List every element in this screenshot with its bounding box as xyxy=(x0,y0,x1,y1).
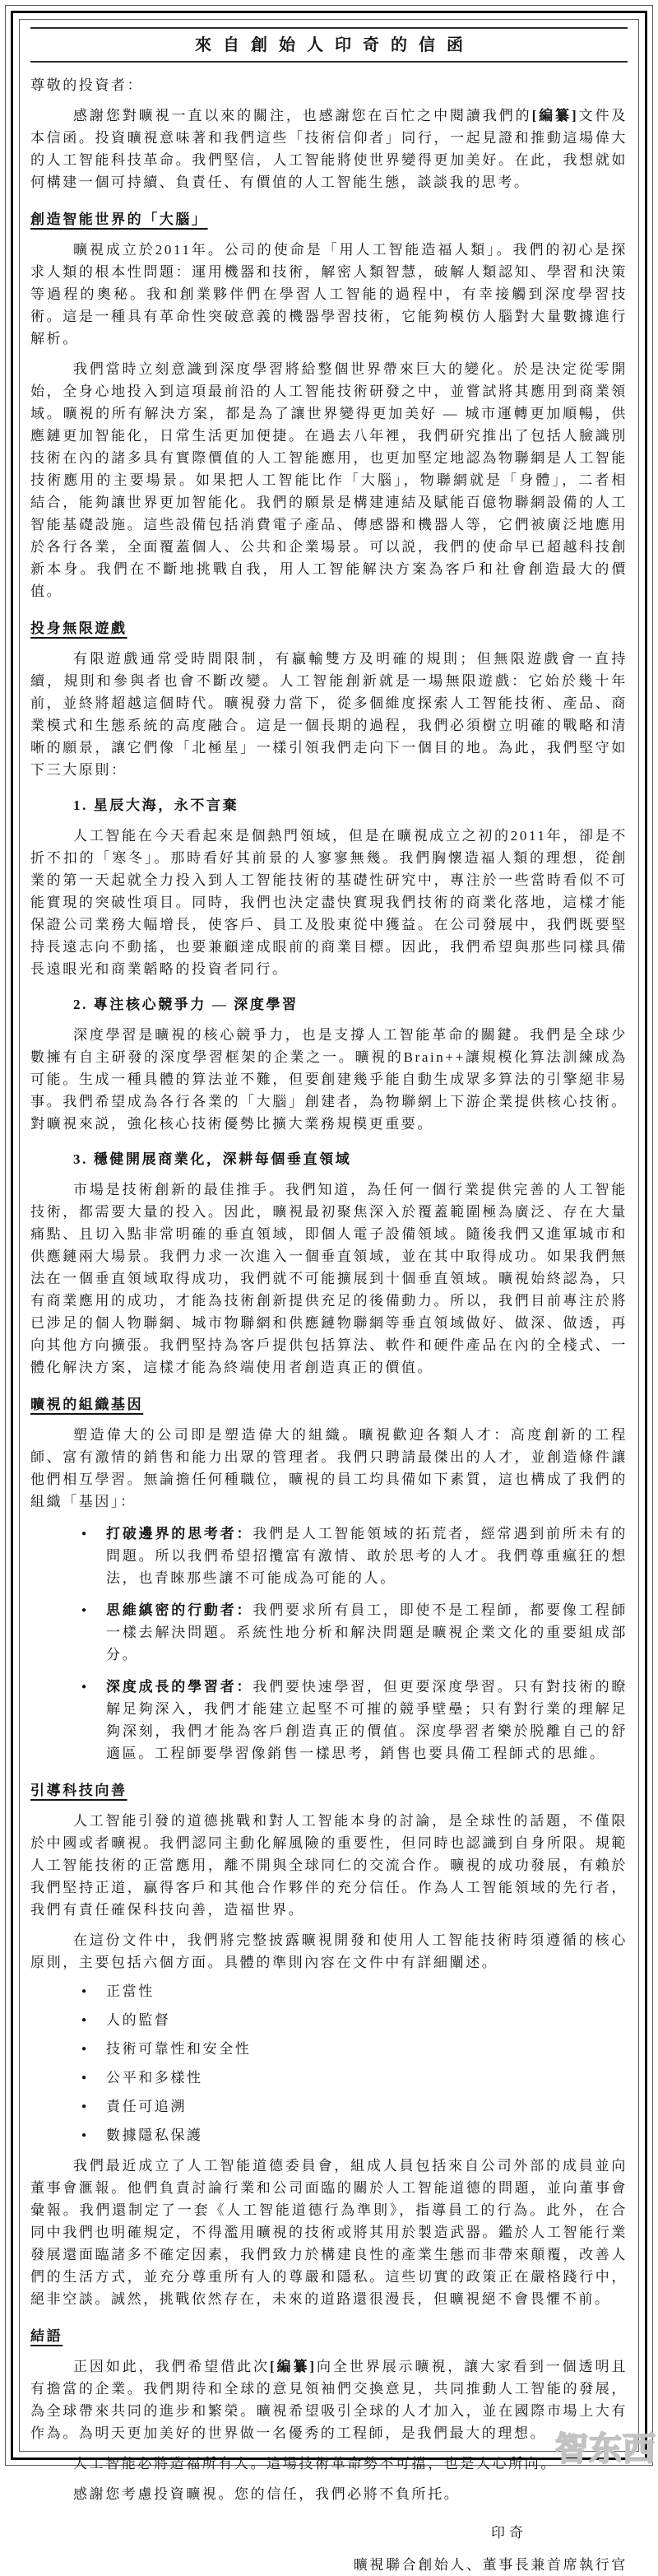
paragraph: 人工智能引發的道德挑戰和對人工智能本身的討論，是全球性的話題，不僅限於中國或者曠視。我們認同主動化解風險的重要性，但同時也認識到自身所限。規範人工智能技術的正當應用，離不開與全球同仁的交流合作。曠視的成功發展，有賴於我們堅持正道，贏得客戶和其他合作夥伴的充分信任。作為人工智能領域的先行者，我們有責任確保科技向善，造福世界。 xyxy=(30,1813,628,1918)
paragraph: 市場是技術創新的最佳推手。我們知道，為任何一個行業提供完善的人工智能技術，都需要大量的投入。因此，曠視最初聚焦深入於覆蓋範圍極為廣泛、存在大量痛點、且切入點非常明確的垂直領域，即個人電子設備領域。隨後我們又進軍城市和供應鏈兩大場景。我們力求一次進入一個垂直領域，並在其中取得成功。如果我們無法在一個垂直領域取得成功，我們就不可能擴展到十個垂直領域。曠視始終認為，只有商業應用的成功，才能為技術創新提供充足的後備動力。所以，我們目前專注於將已涉足的個人物聯網、城市物聯網和供應鏈物聯網等垂直領域做好、做深、做透，再向其他方向擴張。我們堅持為客戶提供包括算法、軟件和硬件產品在內的全棧式、一體化解決方案，這樣才能為終端使用者創造真正的價值。 xyxy=(30,1182,628,1375)
signature-name: 印奇 xyxy=(491,2525,527,2541)
page-title: 來自創始人印奇的信函 xyxy=(195,36,475,54)
conclusion-text-post: 向全世界展示曠視，讓大家看到一個透明且有擔當的企業。我們期待和全球的意見領袖們交換意見，共同推動人工智能的發展，為全球帶來共同的進步和繁榮。曠視希望吸引全球的人才加入，並在國際市場上大有作為。為明天更加美好的世界做一名優秀的工程師，是我們最大的理想。 xyxy=(30,2359,628,2441)
section-heading-dna xyxy=(30,1393,628,1416)
principle-heading-2: 2. 專注核心競爭力 — 深度學習 xyxy=(73,997,299,1012)
gene-bullet-thinker xyxy=(76,1523,628,1589)
paragraph: 有限遊戲通常受時間限制，有贏輸雙方及明確的規則；但無限遊戲會一直持續，規則和參與者也會不斷改變。人工智能創新就是一場無限遊戲：它始於幾十年前，並終將超越這個時代。曠視發力當下，從多個維度探索人工智能技術、產品、商業模式和生態系統的高度融合。這是一個長期的過程，我們必須樹立明確的戰略和清晰的願景，讓它們像「北極星」一樣引領我們走向下一個目的地。為此，我們堅守如下三大原則： xyxy=(30,651,628,778)
section-heading-brain-text: 創造智能世界的「大腦」 xyxy=(30,212,208,227)
gene-bullet-doer xyxy=(76,1599,628,1666)
letter-content xyxy=(30,21,628,2576)
signature-role: 曠視聯合創始人、董事長兼首席執行官 xyxy=(353,2557,628,2573)
paragraph: 曠視成立於2011年。公司的使命是「用人工智能造福人類」。我們的初心是探求人類的根本性問題：運用機器和技術，解密人類智慧，破解人類認知、學習和決策等過程的奧秘。我和創業夥伴們在學習人工智能的過程中，有幸接觸到深度學習技術。這是一種具有革命性突破意義的機器學習技術，它能夠模仿人腦對大量數據進行解析。 xyxy=(30,242,628,346)
gene-bullet-learner xyxy=(76,1676,628,1765)
section-heading-conclusion-text: 結語 xyxy=(30,2328,63,2344)
intro-paragraph xyxy=(30,105,628,193)
list-item: ● 責任可追溯 xyxy=(76,2095,628,2118)
section-heading-dna-text: 曠視的組織基因 xyxy=(30,1397,144,1412)
section-heading-ethics xyxy=(30,1779,628,1802)
section-heading-ethics-text: 引導科技向善 xyxy=(30,1783,127,1798)
list-item: ● 正當性 xyxy=(76,1980,628,2002)
intro-text-post: 文件及本信函。投資曠視意味著和我們這些「技術信仰者」同行，一起見證和推動這場偉大的人工智能科技革命。我們堅信，人工智能將使世界變得更加美好。在此，我想就如何構建一個可持續、負責任、有價值的人工智能生態，談談我的思考。 xyxy=(30,108,628,190)
section-heading-infinite-game-text: 投身無限遊戲 xyxy=(30,621,127,636)
paragraph: 人工智能必將造福所有人。這場技術革命勢不可擋，也是人心所向。 xyxy=(73,2456,557,2471)
gene-bullet-body: 我們是人工智能領域的拓荒者，經常遇到前所未有的問題。所以我們希望招攬富有激情、敢於思考的人才。我們尊重瘋狂的想法，也青睞那些讓不可能成為可能的人。 xyxy=(106,1526,628,1586)
gene-bullet-body: 我們要求所有員工，即使不是工程師，都要像工程師一樣去解決問題。系統性地分析和解決問題是曠視企業文化的重要組成部分。 xyxy=(106,1602,628,1662)
title-band xyxy=(30,27,628,63)
zhidx-watermark: 智东西 xyxy=(555,2431,656,2467)
list-item: ● 人的監督 xyxy=(76,2009,628,2031)
ethics-principles-list xyxy=(30,1980,628,2146)
paragraph: 塑造偉大的公司即是塑造偉大的組織。曠視歡迎各類人才：高度創新的工程師、富有激情的銷售和能力出眾的管理者。我們只聘請最傑出的人才，並創造條件讓他們相互學習。無論擔任何種職位，曠視的員工均具備如下素質，這也構成了我們的組織「基因」： xyxy=(30,1427,628,1509)
principle-heading-3: 3. 穩健開展商業化，深耕每個垂直領域 xyxy=(73,1151,352,1167)
gene-bullet-lead: 打破邊界的思考者： xyxy=(106,1526,253,1541)
conclusion-text-pre: 正因如此，我們希望借此次 xyxy=(73,2359,270,2374)
redaction-tag: [編纂] xyxy=(269,2359,317,2374)
paragraph: 我們最近成立了人工智能道德委員會，組成人員包括來自公司外部的成員並向董事會滙報。他們負責討論行業和公司面臨的關於人工智能道德的問題，並向董事會彙報。我們還制定了一套《人工智能道德行為準則》，指導員工的行為。此外，在合同中我們也明確規定，不得濫用曠視的技術或將其用於製造武器。鑑於人工智能行業發展還面臨諸多不確定因素，我們致力於構建良性的產業生態而非帶來顛覆，改善人們的生活方式，並充分尊重所有人的尊嚴和隱私。這些切實的政策正在嚴格踐行中，絕非空談。誠然，挑戰依然存在，未來的道路還很漫長，但曠視絕不會畏懼不前。 xyxy=(30,2158,628,2307)
section-heading-infinite-game xyxy=(30,617,628,639)
list-item: ● 數據隱私保護 xyxy=(76,2124,628,2146)
paragraph: 人工智能在今天看起來是個熱門領域，但是在曠視成立之初的2011年，卻是不折不扣的「寒冬」。那時看好其前景的人寥寥無幾。我們胸懷造福人類的理想，從創業的第一天起就全力投入到人工智能技術的基礎性研究中，專注於一些當時看似不可能實現的突破性項目。同時，我們也決定盡快實現我們技術的商業化落地，這樣才能保證公司業務大幅增長，使客戶、員工及股東從中獲益。在公司發展中，我們既要堅持長遠志向不動搖，也要兼顧達成眼前的商業目標。因此，我們希望與那些同樣具備長遠眼光和商業韜略的投資者同行。 xyxy=(30,828,628,977)
gene-bullet-lead: 思維縝密的行動者： xyxy=(106,1602,253,1618)
list-item: ● 公平和多樣性 xyxy=(76,2067,628,2089)
section-heading-conclusion xyxy=(30,2325,628,2347)
list-item: ● 技術可靠性和安全性 xyxy=(76,2038,628,2060)
paragraph: 感謝您考慮投資曠視。您的信任，我們必將不負所托。 xyxy=(73,2486,461,2502)
intro-text-pre: 感謝您對曠視一直以來的關注，也感謝您在百忙之中閱讀我們的 xyxy=(73,108,532,123)
salutation: 尊敬的投資者： xyxy=(30,77,144,93)
gene-bullet-lead: 深度成長的學習者： xyxy=(106,1679,253,1695)
redaction-tag: [編纂] xyxy=(531,108,579,123)
principle-heading-1: 1. 星辰大海，永不言棄 xyxy=(73,797,239,813)
gene-bullet-body: 我們要快速學習，但更要深度學習。只有對技術的瞭解足夠深入，我們才能建立起堅不可摧的競爭壁壘；只有對行業的理解足夠深刻，我們才能為客戶創造真正的價值。深度學習者樂於脱離自己的舒適區。工程師要學習像銷售一樣思考，銷售也要具備工程師式的思維。 xyxy=(106,1679,628,1761)
conclusion-paragraph xyxy=(30,2355,628,2444)
paragraph: 我們當時立刻意識到深度學習將給整個世界帶來巨大的變化。於是決定從零開始，全身心地投入到這項最前沿的人工智能技術研發之中，並嘗試將其應用到商業領域。曠視的所有解決方案，都是為了讓世界變得更加美好 — 城市運轉更加順暢，供應鏈更加智能化，日常生活更加便捷。在過去八年裡，我們研究推出了包括人臉識別技術在內的諸多具有實際價值的人工智能應用，也更加堅定地認為物聯網是人工智能技術應用的主要場景。如果把人工智能比作「大腦」，物聯網就是「身體」，二者相結合，能夠讓世界更加智能化。我們的願景是構建連結及賦能百億物聯網設備的人工智能基礎設施。這些設備包括消費電子產品、傳感器和機器人等，它們被廣泛地應用於各行各業，全面覆蓋個人、公共和企業場景。可以説，我們的使命早已超越科技創新本身。我們在不斷地挑戰自我，用人工智能解決方案為客戶和社會創造最大的價值。 xyxy=(30,361,628,599)
section-heading-brain xyxy=(30,208,628,230)
paragraph: 深度學習是曠視的核心競爭力，也是支撐人工智能革命的關鍵。我們是全球少數擁有自主研發的深度學習框架的企業之一。曠視的Brain++讓規模化算法訓練成為可能。生成一種具體的算法並不難，但要創建幾乎能自動生成眾多算法的引擎絕非易事。我們希望成為各行各業的「大腦」創建者，為物聯網上下游企業提供核心技術。對曠視來説，強化核心技術優勢比擴大業務規模更重要。 xyxy=(30,1027,628,1132)
paragraph: 在這份文件中，我們將完整披露曠視開發和使用人工智能技術時須遵循的核心原則，主要包括六個方面。具體的準則內容在文件中有詳細闡述。 xyxy=(30,1932,628,1970)
